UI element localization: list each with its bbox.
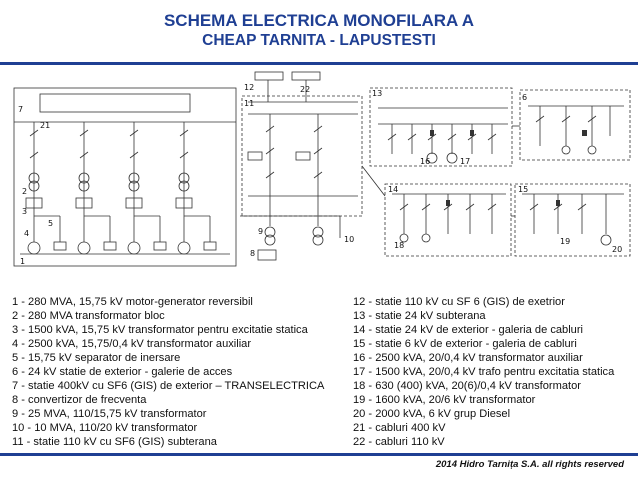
unit-3 — [120, 122, 170, 254]
label-4: 4 — [24, 229, 30, 238]
converter-box — [258, 250, 276, 260]
label-12: 12 — [244, 83, 255, 92]
label-10: 10 — [344, 235, 355, 244]
legend-item: 12 - statie 110 kV cu SF 6 (GIS) de exetrior — [353, 296, 565, 308]
label-19: 19 — [560, 237, 571, 246]
legend-right-column — [353, 295, 635, 449]
label-7: 7 — [18, 105, 24, 114]
station-400kv-box — [40, 94, 190, 112]
cable-110kv-b — [292, 72, 320, 80]
legend-item: 3 - 1500 kVA, 15,75 kV transformator pentru excitatie statica — [12, 324, 308, 336]
electrical-diagram — [0, 66, 638, 290]
legend-item: 19 - 1600 kVA, 20/6 kV transformator — [353, 394, 536, 406]
legend-item: 4 - 2500 kVA, 15,75/0,4 kV transformator auxiliar — [12, 338, 252, 350]
top-rule — [0, 62, 638, 65]
label-17: 17 — [460, 157, 471, 166]
legend-item: 15 - statie 6 kV de exterior - galeria de cabluri — [353, 338, 577, 350]
legend-left-column — [12, 295, 342, 449]
legend-item: 9 - 25 MVA, 110/15,75 kV transformator — [12, 408, 207, 420]
label-15: 15 — [518, 185, 529, 194]
label-2: 2 — [22, 187, 28, 196]
unit-2 — [70, 122, 120, 254]
label-3: 3 — [22, 207, 28, 216]
label-5: 5 — [48, 219, 54, 228]
bottom-rule — [0, 453, 638, 456]
slide-title — [0, 10, 638, 51]
legend-item: 2 - 280 MVA transformator bloc — [12, 310, 165, 322]
legend-item: 10 - 10 MVA, 110/20 kV transformator — [12, 422, 198, 434]
legend — [0, 295, 638, 450]
label-13: 13 — [372, 89, 383, 98]
title-line-2: CHEAP TARNITA - LAPUSTESTI — [202, 32, 436, 49]
label-18: 18 — [394, 241, 405, 250]
label-8: 8 — [250, 249, 256, 258]
legend-item: 7 - statie 400kV cu SF6 (GIS) de exterior – TRANSELECTRICA — [12, 380, 325, 392]
label-9: 9 — [258, 227, 264, 236]
section-24kv-underground — [370, 88, 512, 166]
section-400kv-frame — [14, 88, 236, 266]
legend-item: 20 - 2000 kVA, 6 kV grup Diesel — [353, 408, 511, 420]
label-11: 11 — [244, 99, 255, 108]
label-20: 20 — [612, 245, 623, 254]
legend-item: 21 - cabluri 400 kV — [353, 422, 446, 434]
label-1: 1 — [20, 257, 26, 266]
legend-item: 6 - 24 kV statie de exterior - galerie de acces — [12, 366, 233, 378]
legend-item: 16 - 2500 kVA, 20/0,4 kV transformator auxiliar — [353, 352, 583, 364]
legend-item: 1 - 280 MVA, 15,75 kV motor-generator reversibil — [12, 296, 253, 308]
label-16: 16 — [420, 157, 431, 166]
legend-item: 13 - statie 24 kV subterana — [353, 310, 486, 322]
legend-item: 5 - 15,75 kV separator de inersare — [12, 352, 181, 364]
legend-item: 14 - statie 24 kV de exterior - galeria de cabluri — [353, 324, 584, 336]
title-line-1: SCHEMA ELECTRICA MONOFILARA A — [163, 11, 475, 30]
unit-4 — [170, 122, 230, 254]
legend-item: 11 - statie 110 kV cu SF6 (GIS) subterana — [12, 436, 217, 448]
section-24kv-access — [520, 90, 630, 160]
label-21: 21 — [40, 121, 51, 130]
label-6: 6 — [522, 93, 528, 102]
cable-110kv-a — [255, 72, 283, 80]
legend-item: 17 - 1500 kVA, 20/0,4 kV trafo pentru excitatia statica — [353, 366, 615, 378]
legend-item: 18 - 630 (400) kVA, 20(6)/0,4 kV transformator — [353, 380, 581, 392]
copyright-footer: 2014 Hidro Tarnița S.A. all rights reserved — [435, 459, 624, 470]
label-22: 22 — [300, 85, 311, 94]
legend-item: 8 - convertizor de frecventa — [12, 394, 147, 406]
legend-item: 22 - cabluri 110 kV — [353, 436, 445, 448]
label-14: 14 — [388, 185, 399, 194]
